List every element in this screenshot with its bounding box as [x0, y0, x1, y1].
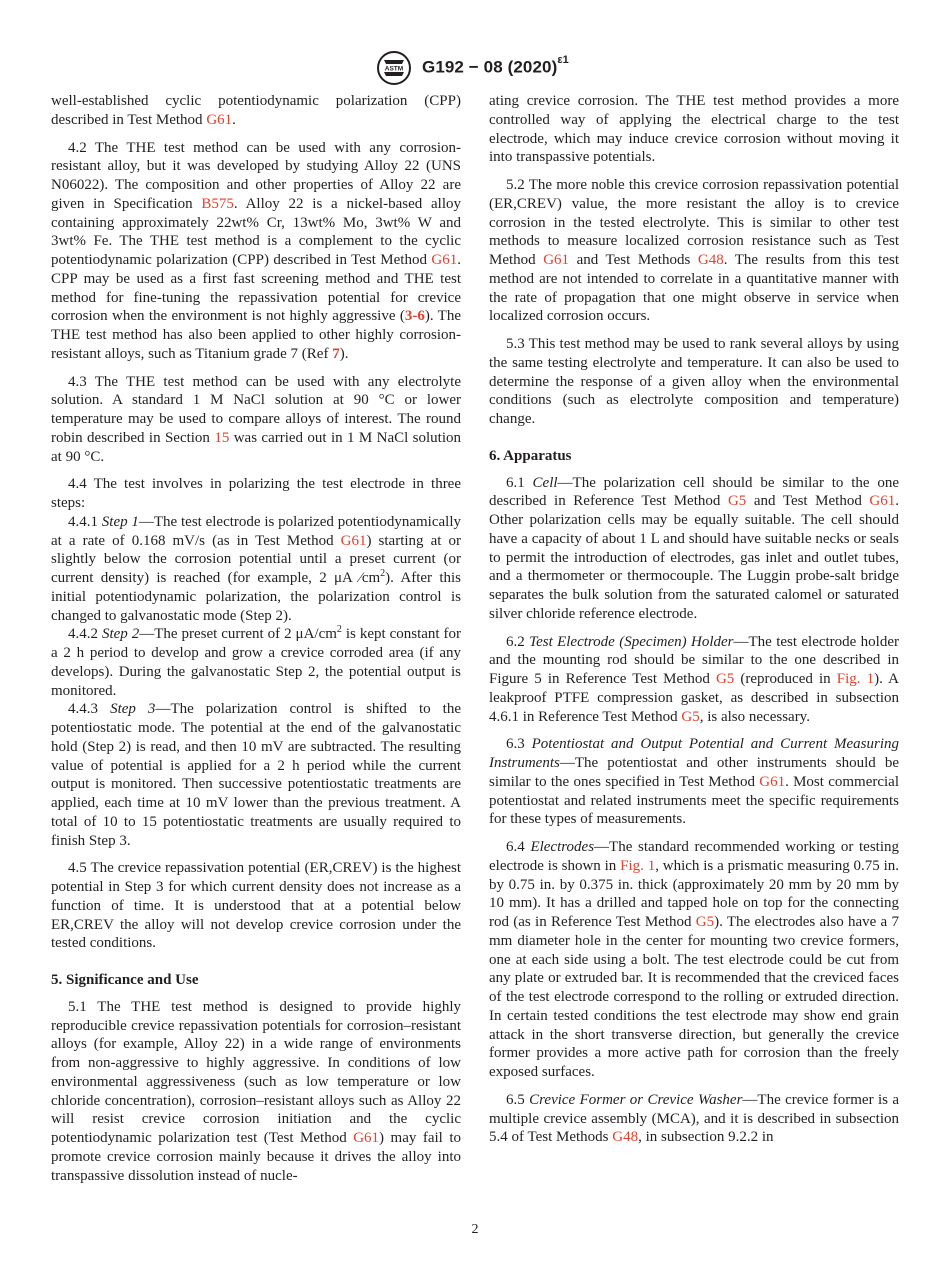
paragraph-4-5: 4.5 The crevice repassivation potential (ER,CREV) is the highest potential in Step 3 for which current density does not increase as a function of time. It is understood that at a potential below ER,CREV the alloy will not develop crevice corrosion under the tested conditions. — [51, 860, 461, 952]
paragraph-4-3: 4.3 The THE test method can be used with any electrolyte solution. A standard 1 M NaCl solution at 90 °C or lower temperature may be used to compare alloys of interest. The round robin described in Section 15 was carried out in 1 M NaCl solution at 90 °C. — [51, 373, 462, 465]
left-column — [51, 92, 461, 1194]
page-header — [0, 50, 950, 90]
g61-link[interactable]: G61 — [543, 252, 570, 268]
paragraph-6-5: 6.5 Crevice Former or Crevice Washer—The crevice former is a multiple crevice assembly (MCA), and it is described in subsection 5.4 of Test Methods G48, in subsection 9.2.2 in — [489, 1091, 899, 1146]
paragraph-6-1: 6.1 Cell—The polarization cell should be similar to the one described in Reference Test Method G5 and Test Method G61. Other polarization cells may be equally suitable. The cell should have a capacity of about 1 L and should have suitable necks or seals to permit the introduction of electrodes, gas inlet and outlet tubes, and a thermometer or thermocouple. The Luggin probe-salt bridge separates the bulk solution from the saturated calomel or saturated silver chloride reference electrode. — [489, 474, 900, 622]
paragraph-continued: ating crevice corrosion. The THE test method provides a more controlled way of applying the electrical charge to the test electrode, which may induce crevice corrosion without moving it into transpassive potentials. — [489, 93, 899, 166]
section-heading-5: 5. Significance and Use — [51, 972, 199, 988]
paragraph-6-4: 6.4 Electrodes—The standard recommended working or testing electrode is shown in Fig. 1, which is a prismatic measuring 0.75 in. by 0.75 in. by 0.375 in. thick (approximately 20 mm by 20 mm by 10 mm). It has a drilled and tapped hole on top for the connecting rod (as in Reference Test Method G5). The electrodes also have a 7 mm diameter hole in the center for mounting two crevice formers, one at each side using a bolt. The test electrode could be cut from any plate or extruded bar. It is recommended that the creviced faces of the test electrode correspond to the rolling or extruded direction. In certain tested conditions the test electrode may show end grain attack in the short transverse direction, but generally the crevice former provides a more active path for corrosion than the freely exposed surfaces. — [489, 839, 900, 1080]
paragraph-5-1: 5.1 The THE test method is designed to provide highly reproducible crevice repassivation potentials for corrosion–resistant alloys (for example, Alloy 22) in a wide range of environments from non-aggressive to highly aggressive. In conditions of low environmental aggressiveness (such as low temperature or low chloride concentration), corrosion–resistant alloys such as Alloy 22 will resist crevice corrosion initiation and the cyclic potentiodynamic polarization test (Test Method G61) may fail to promote crevice corrosion mainly because it drives the alloy into transpassive dissolution instead of nucle- — [51, 998, 461, 1184]
paragraph-4-2: 4.2 The THE test method can be used with any corrosion-resistant alloy, but it was developed by studying Alloy 22 (UNS N06022). The composition and other properties of Alloy 22 are given in Specification B575. Alloy 22 is a nickel-based alloy containing approximately 22wt% Cr, 13wt% Mo, 3wt% W and 3wt% Fe. The THE test method is a complement to the cyclic potentiodynamic polarization (CPP) described in Test Method G61. CPP may be used as a first fast screening method and THE test method for fine-tuning the repassivation potential for crevice corrosion when the environment is not highly aggressive (3-6). The THE test method has also been applied to other highly corrosion-resistant alloys, such as Titanium grade 7 (Ref 7). — [51, 139, 461, 362]
page-number: 2 — [471, 1222, 479, 1237]
ref-7-link[interactable]: 7 — [332, 345, 340, 362]
g61-link[interactable]: G61 — [869, 493, 896, 510]
paragraph-4-4-1: 4.4.1 Step 1—The test electrode is polarized potentiodynamically at a rate of 0.168 mV/s (as in Test Method G61) starting at or slightly below the corrosion potential until a preset current (or current density) is reached (for example, 2 μA $⁄cm^2$). After this initial potentiodynamic polarization, the polarization control is changed to galvanostatic mode (Step 2). — [51, 513, 461, 624]
g48-link[interactable]: G48 — [612, 1129, 639, 1146]
b575-link[interactable]: B575 — [201, 195, 234, 212]
paragraph-4-4-3: 4.4.3 Step 3—The polarization control is shifted to the potentiostatic mode. The potential at the end of the galvanostatic hold (Step 2) is read, and then 10 mV are subtracted. The resulting value of potential is applied for a 2 h period while the current output is monitored. Then successive potentiostatic treatments are applied, each time at 10 mV lower than the previous treatment. A total of 10 to 15 potentiostatic treatments are usually required to finish Step 3. — [51, 701, 461, 849]
astm-logo-icon — [376, 50, 412, 86]
paragraph-5-2: 5.2 The more noble this crevice corrosion repassivation potential (ER,CREV) value, the more resistant the alloy is to crevice corrosion in the tested electrolyte. This is similar to other test methods to measure localized corrosion resistance such as Test Method G61 and Test Methods G48. The results from this test method are not intended to correlate in a quantitative manner with the rate of propagation that one might observe in service when localized corrosion occurs. — [489, 177, 899, 325]
section-heading-6: 6. Apparatus — [489, 447, 572, 464]
fig-1-link[interactable]: Fig. 1 — [620, 857, 656, 874]
g48-link[interactable]: G48 — [697, 252, 724, 268]
paragraph-6-3: 6.3 Potentiostat and Output Potential and Current Measuring Instruments—The potentiostat and other instruments should be similar to the ones specified in Test Method G61. Most commercial potentiostat and related instruments meet the specific requirements for these types of measurements. — [489, 736, 900, 828]
g5-link[interactable]: G5 — [715, 671, 735, 687]
g61-link[interactable]: G61 — [340, 532, 367, 549]
ref-3-6-link[interactable]: 3-6 — [404, 308, 425, 325]
paragraph-4-4: 4.4 The test involves in polarizing the test electrode in three steps: — [51, 476, 461, 511]
fig-1-link[interactable]: Fig. 1 — [836, 671, 875, 687]
standard-designation: G192 − 08 $(2020)^{\varepsilon 1}$ — [422, 54, 569, 77]
g61-link[interactable]: G61 — [759, 773, 786, 790]
paragraph-5-3: 5.3 This test method may be used to rank several alloys by using the same testing electrolyte and temperature. It can also be used to determine the response of a given alloy when the environmental conditions (such as electrolyte composition and temperature) change. — [489, 336, 899, 427]
g5-link[interactable]: G5 — [727, 493, 747, 510]
logo-text: ASTM — [384, 65, 404, 73]
section-15-link[interactable]: 15 — [214, 429, 230, 446]
g5-link[interactable]: G5 — [695, 914, 715, 930]
paragraph-continued: well-established cyclic potentiodynamic polarization (CPP) described in Test Method G61. — [51, 93, 461, 128]
paragraph-6-2: 6.2 Test Electrode (Specimen) Holder—The test electrode holder and the mounting rod should be similar to the one described in Figure 5 in Reference Test Method G5 (reproduced in Fig. 1). A leakproof PTFE compression gasket, as described in subsection 4.6.1 in Reference Test Method G5, is also necessary. — [489, 633, 900, 725]
g5-link[interactable]: G5 — [681, 708, 700, 725]
right-column — [489, 92, 899, 1156]
g61-link[interactable]: G61 — [431, 252, 458, 268]
g61-link[interactable]: G61 — [206, 111, 233, 128]
paragraph-4-4-2: 4.4.2 Step 2—The preset current of 2 $\mu A/cm^2$ is kept constant for a 2 h period to develop and grow a crevice corroded area (if any develops). During the galvanostatic Step 2, the potential output is monitored. — [51, 624, 462, 699]
g61-link[interactable]: G61 — [353, 1130, 380, 1146]
